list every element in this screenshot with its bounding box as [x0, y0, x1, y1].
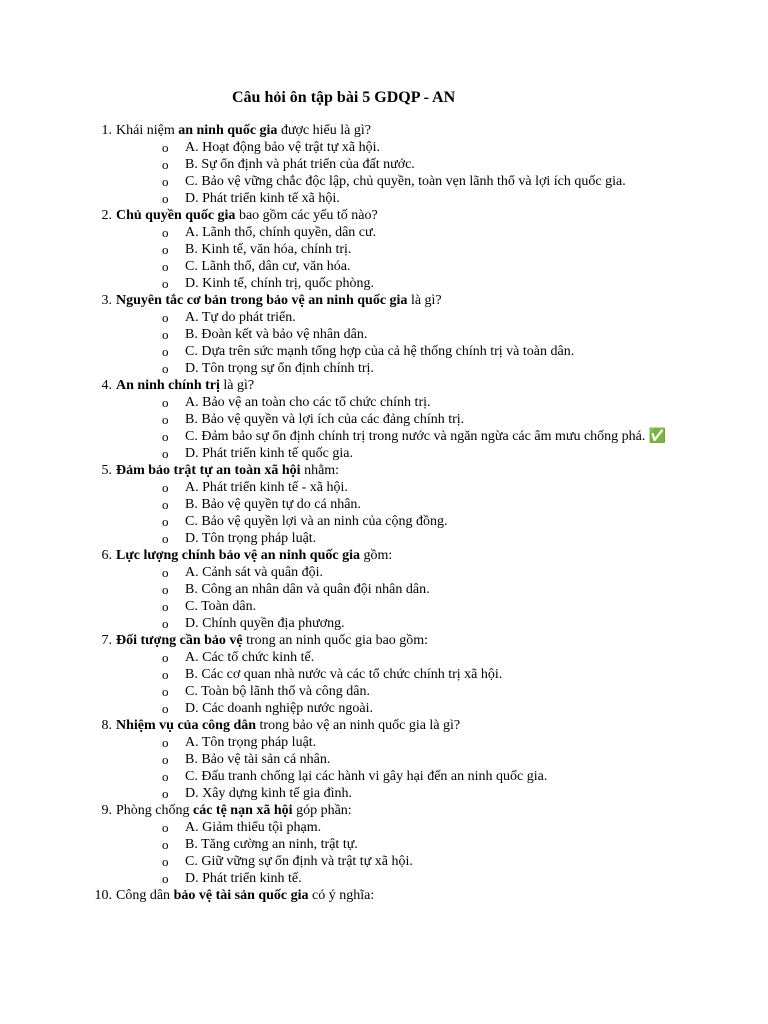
answer-option-text: A. Hoạt động bảo vệ trật tự xã hội.: [185, 140, 380, 155]
bullet-icon: o: [162, 786, 169, 801]
bullet-icon: o: [162, 701, 169, 716]
answer-option: [0, 836, 768, 853]
question-text: [116, 122, 371, 139]
bullet-icon: o: [162, 191, 169, 206]
bullet-icon: o: [162, 242, 169, 257]
answer-option-text: B. Tăng cường an ninh, trật tự.: [185, 837, 358, 852]
answer-option-text: C. Lãnh thổ, dân cư, văn hóa.: [185, 259, 351, 274]
question-line: [0, 462, 768, 479]
question-text-part: gồm:: [359, 548, 393, 563]
answer-option-text: D. Tôn trọng pháp luật.: [185, 531, 317, 546]
bullet-icon: o: [162, 565, 169, 580]
answer-option: [0, 785, 768, 802]
question-text: [116, 462, 339, 479]
question-item: [0, 802, 768, 887]
answer-option-text: C. Giữ vững sự ổn định và trật tự xã hội.: [185, 854, 413, 869]
answer-option: [0, 853, 768, 870]
answer-option-text: A. Các tổ chức kinh tế.: [185, 650, 315, 665]
question-item: [0, 462, 768, 547]
question-item: [0, 717, 768, 802]
answer-option: [0, 513, 768, 530]
bullet-icon: o: [162, 684, 169, 699]
question-number: 6.: [101, 548, 112, 563]
answer-option-text: B. Các cơ quan nhà nước và các tổ chức chính trị xã hội.: [185, 667, 503, 682]
question-item: [0, 887, 768, 904]
question-line: [0, 717, 768, 734]
question-text-part: góp phần:: [292, 803, 352, 818]
question-line: [0, 887, 768, 904]
question-keyword: an ninh quốc gia: [178, 123, 278, 138]
question-number: 8.: [101, 718, 112, 733]
question-text: [116, 717, 460, 734]
answer-option: [0, 309, 768, 326]
question-text-part: trong bảo vệ an ninh quốc gia là gì?: [256, 718, 461, 733]
answer-option-text: D. Kinh tế, chính trị, quốc phòng.: [185, 276, 374, 291]
answer-option-text: B. Bảo vệ tài sản cá nhân.: [185, 752, 331, 767]
answer-option: [0, 683, 768, 700]
answer-option-text: A. Tự do phát triển.: [185, 310, 296, 325]
answer-option: [0, 581, 768, 598]
question-keyword: Nguyên tắc cơ bản trong bảo vệ an ninh quốc gia: [116, 293, 408, 308]
answer-option: [0, 479, 768, 496]
answer-option: [0, 224, 768, 241]
answer-option-text: A. Bảo vệ an toàn cho các tổ chức chính trị.: [185, 395, 431, 410]
answer-option: [0, 666, 768, 683]
answer-option: [0, 411, 768, 428]
answer-option: [0, 173, 768, 190]
bullet-icon: o: [162, 854, 169, 869]
question-list: [0, 122, 768, 904]
question-text-part: Phòng chống: [116, 803, 193, 818]
page-title: Câu hỏi ôn tập bài 5 GDQP - AN: [232, 89, 456, 106]
question-number: 7.: [101, 633, 112, 648]
question-text: [116, 377, 254, 394]
bullet-icon: o: [162, 412, 169, 427]
question-line: [0, 292, 768, 309]
question-text: [116, 802, 352, 819]
answer-option-text: D. Phát triển kinh tế xã hội.: [185, 191, 340, 206]
answer-option-text: D. Phát triển kinh tế.: [185, 871, 302, 886]
bullet-icon: o: [162, 616, 169, 631]
bullet-icon: o: [162, 582, 169, 597]
answer-option-text: C. Dựa trên sức mạnh tổng hợp của cả hệ thống chính trị và toàn dân.: [185, 344, 575, 359]
question-item: [0, 292, 768, 377]
question-keyword: Đối tượng cần bảo vệ: [116, 633, 243, 648]
bullet-icon: o: [162, 157, 169, 172]
question-text-part: Khái niệm: [116, 123, 179, 138]
question-item: [0, 122, 768, 207]
bullet-icon: o: [162, 310, 169, 325]
answer-option: [0, 530, 768, 547]
bullet-icon: o: [162, 667, 169, 682]
answer-option-text: A. Giảm thiểu tội phạm.: [185, 820, 322, 835]
answer-option-text: B. Sự ổn định và phát triển của đất nước.: [185, 157, 415, 172]
question-item: [0, 207, 768, 292]
bullet-icon: o: [162, 225, 169, 240]
answer-option: [0, 343, 768, 360]
answer-option: [0, 496, 768, 513]
question-keyword: An ninh chính trị: [116, 378, 220, 393]
answer-option: [0, 819, 768, 836]
question-keyword: bảo vệ tài sản quốc gia: [173, 888, 309, 903]
answer-option-text: B. Bảo vệ quyền và lợi ích của các đảng chính trị.: [185, 412, 465, 427]
bullet-icon: o: [162, 735, 169, 750]
question-line: [0, 122, 768, 139]
question-text-part: là gì?: [219, 378, 255, 393]
answer-option-text: A. Cảnh sát và quân đội.: [185, 565, 324, 580]
question-text-part: nhằm:: [300, 463, 340, 478]
question-keyword: Đảm bảo trật tự an toàn xã hội: [116, 463, 301, 478]
bullet-icon: o: [162, 361, 169, 376]
bullet-icon: o: [162, 820, 169, 835]
question-number: 10.: [94, 888, 112, 903]
answer-option: [0, 445, 768, 462]
answer-option: [0, 751, 768, 768]
answer-option-text: B. Công an nhân dân và quân đội nhân dân.: [185, 582, 430, 597]
answer-option-text: A. Phát triển kinh tế - xã hội.: [185, 480, 348, 495]
answer-option: [0, 598, 768, 615]
question-number: 1.: [101, 123, 112, 138]
bullet-icon: o: [162, 480, 169, 495]
answer-option: [0, 768, 768, 785]
answer-option-text: A. Tôn trọng pháp luật.: [185, 735, 317, 750]
answer-option: [0, 615, 768, 632]
question-line: [0, 802, 768, 819]
answer-option: [0, 241, 768, 258]
question-text-part: được hiểu là gì?: [277, 123, 371, 138]
question-text-part: Công dân: [116, 888, 174, 903]
answer-option-text: C. Toàn bộ lãnh thổ và công dân.: [185, 684, 371, 699]
bullet-icon: o: [162, 344, 169, 359]
question-text: [116, 207, 378, 224]
question-item: [0, 377, 768, 462]
question-line: [0, 377, 768, 394]
question-line: [0, 207, 768, 224]
question-keyword: Nhiệm vụ của công dân: [116, 718, 257, 733]
answer-option: [0, 190, 768, 207]
answer-option: [0, 564, 768, 581]
question-number: 2.: [101, 208, 112, 223]
answer-option: [0, 428, 768, 445]
question-text: [116, 632, 428, 649]
answer-option-text: B. Bảo vệ quyền tự do cá nhân.: [185, 497, 361, 512]
question-text-part: có ý nghĩa:: [308, 888, 375, 903]
bullet-icon: o: [162, 395, 169, 410]
answer-option-text: C. Đảm bảo sự ổn định chính trị trong nước và ngăn ngừa các âm mưu chống phá. ✅: [185, 429, 667, 444]
question-text-part: trong an ninh quốc gia bao gồm:: [242, 633, 429, 648]
answer-option: [0, 649, 768, 666]
question-text-part: là gì?: [407, 293, 442, 308]
answer-option-text: B. Đoàn kết và bảo vệ nhân dân.: [185, 327, 368, 342]
question-number: 3.: [101, 293, 112, 308]
answer-option-text: C. Đấu tranh chống lại các hành vi gây hại đến an ninh quốc gia.: [185, 769, 548, 784]
answer-option: [0, 258, 768, 275]
answer-option-text: B. Kinh tế, văn hóa, chính trị.: [185, 242, 352, 257]
answer-option-text: D. Chính quyền địa phương.: [185, 616, 345, 631]
answer-option-text: A. Lãnh thổ, chính quyền, dân cư.: [185, 225, 377, 240]
bullet-icon: o: [162, 514, 169, 529]
answer-option: [0, 700, 768, 717]
question-text-part: bao gồm các yếu tố nào?: [235, 208, 378, 223]
bullet-icon: o: [162, 650, 169, 665]
bullet-icon: o: [162, 599, 169, 614]
answer-option: [0, 326, 768, 343]
answer-option: [0, 156, 768, 173]
question-number: 5.: [101, 463, 112, 478]
question-text: [116, 547, 392, 564]
question-keyword: các tệ nạn xã hội: [193, 803, 293, 818]
answer-option: [0, 870, 768, 887]
question-item: [0, 547, 768, 632]
question-line: [0, 632, 768, 649]
bullet-icon: o: [162, 259, 169, 274]
question-number: 4.: [101, 378, 112, 393]
answer-option: [0, 139, 768, 156]
bullet-icon: o: [162, 531, 169, 546]
question-number: 9.: [101, 803, 112, 818]
bullet-icon: o: [162, 837, 169, 852]
answer-option: [0, 734, 768, 751]
bullet-icon: o: [162, 769, 169, 784]
answer-option: [0, 394, 768, 411]
question-text: [116, 292, 442, 309]
bullet-icon: o: [162, 429, 169, 444]
bullet-icon: o: [162, 446, 169, 461]
question-item: [0, 632, 768, 717]
answer-option-text: D. Phát triển kinh tế quốc gia.: [185, 446, 353, 461]
bullet-icon: o: [162, 752, 169, 767]
bullet-icon: o: [162, 871, 169, 886]
question-text: [116, 887, 374, 904]
question-keyword: Chủ quyền quốc gia: [116, 208, 236, 223]
answer-option-text: C. Bảo vệ quyền lợi và an ninh của cộng đồng.: [185, 514, 448, 529]
bullet-icon: o: [162, 327, 169, 342]
bullet-icon: o: [162, 174, 169, 189]
question-keyword: Lực lượng chính bảo vệ an ninh quốc gia: [116, 548, 360, 563]
answer-option: [0, 275, 768, 292]
bullet-icon: o: [162, 276, 169, 291]
answer-option-text: C. Toàn dân.: [185, 599, 257, 614]
answer-option-text: D. Xây dựng kinh tế gia đình.: [185, 786, 353, 801]
bullet-icon: o: [162, 140, 169, 155]
answer-option-text: D. Tôn trọng sự ổn định chính trị.: [185, 361, 374, 376]
answer-option-text: D. Các doanh nghiệp nước ngoài.: [185, 701, 374, 716]
question-line: [0, 547, 768, 564]
answer-option: [0, 360, 768, 377]
answer-option-text: C. Bảo vệ vững chắc độc lập, chủ quyền, toàn vẹn lãnh thổ và lợi ích quốc gia.: [185, 174, 626, 189]
bullet-icon: o: [162, 497, 169, 512]
